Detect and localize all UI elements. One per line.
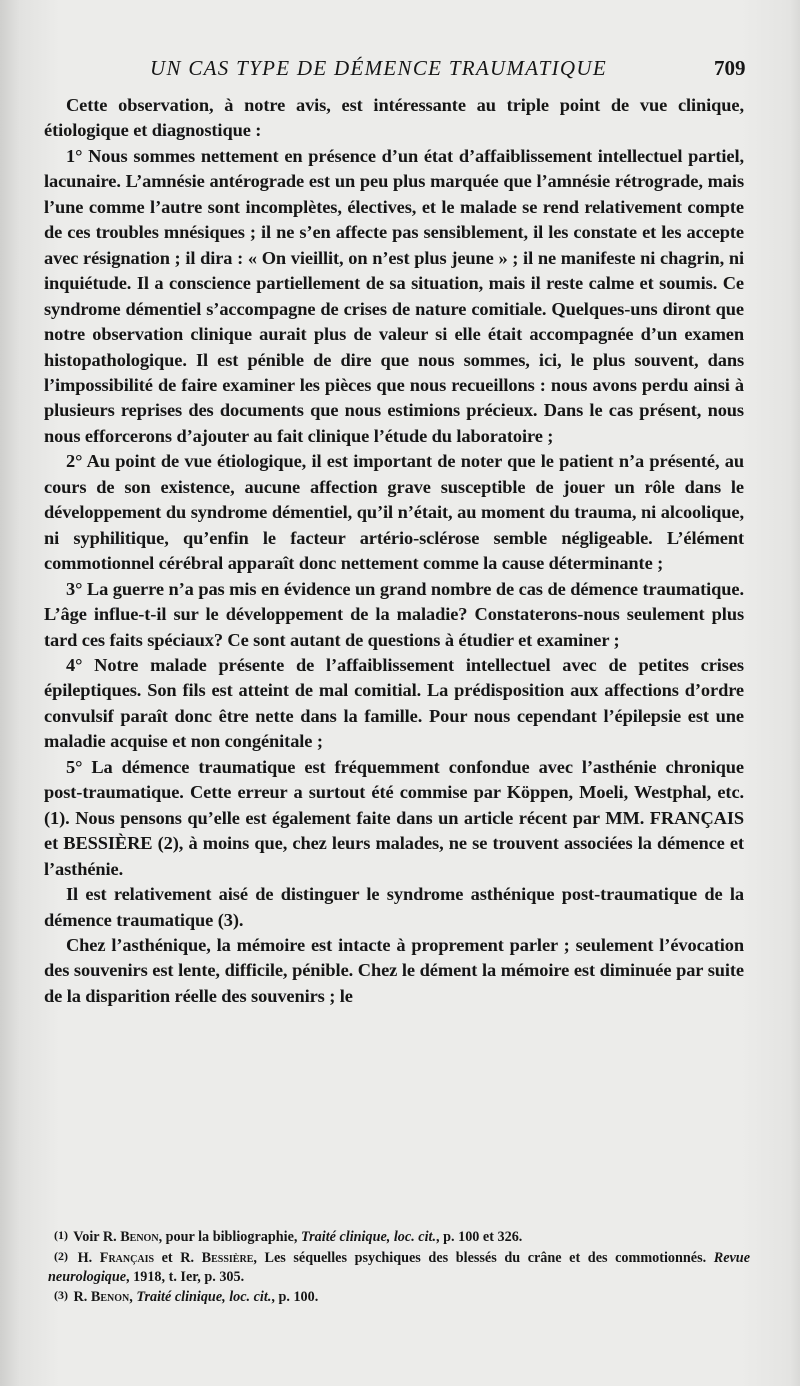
footnote-text: , p. 100. (271, 1289, 319, 1306)
page-number: 709 (714, 56, 746, 80)
paragraph-point-3: 3° La guerre n’a pas mis en évidence un grand nombre de cas de démence traumatique. L’âge influe-t-il sur le développement de la maladie? Constaterons-nous seulement plus tard ces faits spéciaux? Ce sont autant de questions à étudier et examiner ; (44, 578, 744, 650)
journal-title: Revue neurologique (48, 1249, 750, 1285)
paragraph-distinction: Il est relativement aisé de distinguer le syndrome asthénique post-traumatique de la démence traumatique (3). (44, 884, 744, 930)
footnote-text: et R. (154, 1249, 202, 1266)
footnotes (48, 1226, 750, 1307)
footnote-text: Voir R. (73, 1229, 121, 1245)
paragraph-point-4: 4° Notre malade présente de l’affaiblissement intellectuel avec de petites crises épileptiques. Son fils est atteint de mal comitial. La prédisposition aux affections d’ordre convulsif paraît donc être nette dans la famille. Pour nous cependant l’épilepsie est une maladie acquise et non congénitale ; (44, 654, 744, 752)
footnote-number: (3) (54, 1288, 68, 1303)
running-title: UN CAS TYPE DE DÉMENCE TRAUMATIQUE (150, 56, 607, 80)
paragraph-point-5: 5° La démence traumatique est fréquemment confondue avec l’asthénie chronique post-traumatique. Cette erreur a surtout été commise par Köppen, Moeli, Westphal, etc. (1). Nous pensons qu’elle est également faite dans un article récent par MM. FRANÇAIS et BESSIÈRE (2), à moins que, chez leurs malades, ne se trouvent associées la démence et l’asthénie. (44, 756, 744, 879)
footnote-number: (2) (54, 1248, 68, 1263)
page-header (0, 56, 800, 86)
paragraph-point-2: 2° Au point de vue étiologique, il est important de noter que le patient n’a présenté, au cours de son existence, aucune affection grave susceptible de jouer un rôle dans le développement du syndrome démentiel, qu’il n’était, au moment du trauma, ni alcoolique, ni syphilitique, qu’enfin le facteur artério-sclérose semble négligeable. L’élément commotionnel cérébral apparaît donc nettement comme la cause déterminante ; (44, 451, 744, 574)
author-name: Benon (120, 1229, 159, 1245)
paragraph-point-1: 1° Nous sommes nettement en présence d’un état d’affaiblissement intellectuel partiel, lacunaire. L’amnésie antérograde est un peu plus marquée que l’amnésie rétrograde, mais l’une comme l’autre sont incomplètes, électives, et le malade se rend relativement compte de ces troubles mnésiques ; il ne s’en affecte pas sensiblement, il les constate et les accepte avec résignation ; il dira : « On vieillit, on n’est plus jeune » ; il ne manifeste ni chagrin, ni inquiétude. Il a conscience partiellement de sa situation, mais il reste calme et soumis. Ce syndrome démentiel s’accompagne de crises de nature comitiale. Quelques-uns diront que notre observation clinique aurait plus de valeur si elle était accompagnée d’un examen histopathologique. Il est pénible de dire que nous sommes, ici, le plus souvent, dans l’impossibilité de faire examiner les pièces que nous recueillons : nous avons perdu ainsi à plusieurs reprises des documents que nous estimions précieux. Dans le cas présent, nous nous efforcerons d’ajouter au fait clinique l’étude du laboratoire ; (44, 145, 744, 446)
author-name: Bessière (201, 1249, 254, 1266)
footnote-number: (1) (54, 1228, 68, 1242)
work-title: Traité clinique, loc. cit. (301, 1229, 437, 1245)
author-name: Benon (90, 1289, 130, 1306)
paragraph-asthenic: Chez l’asthénique, la mémoire est intacte à proprement parler ; seulement l’évocation des souvenirs est lente, difficile, pénible. Chez le dément la mémoire est diminuée par suite de la disparition réelle des souvenirs ; le (44, 934, 744, 1006)
footnote-text: R. (73, 1289, 91, 1306)
paragraph-intro: Cette observation, à notre avis, est intéressante au triple point de vue clinique, étiologique et diagnostique : (44, 95, 744, 141)
footnote-3 (48, 1286, 750, 1307)
footnote-2 (48, 1247, 750, 1287)
footnote-text: , (129, 1289, 137, 1306)
footnote-text: , pour la bibliographie, (158, 1229, 301, 1245)
body-text (44, 93, 744, 1009)
footnote-text: , p. 100 et 326. (436, 1229, 523, 1245)
work-title: Traité clinique, loc. cit. (136, 1289, 272, 1306)
footnote-1 (48, 1226, 750, 1247)
footnote-text: H. (77, 1249, 100, 1266)
footnote-text: , Les séquelles psychiques des blessés du crâne et des commotionnés. (253, 1249, 714, 1266)
author-name: Français (99, 1249, 155, 1266)
footnote-text: , 1918, t. Ier, p. 305. (126, 1268, 245, 1285)
